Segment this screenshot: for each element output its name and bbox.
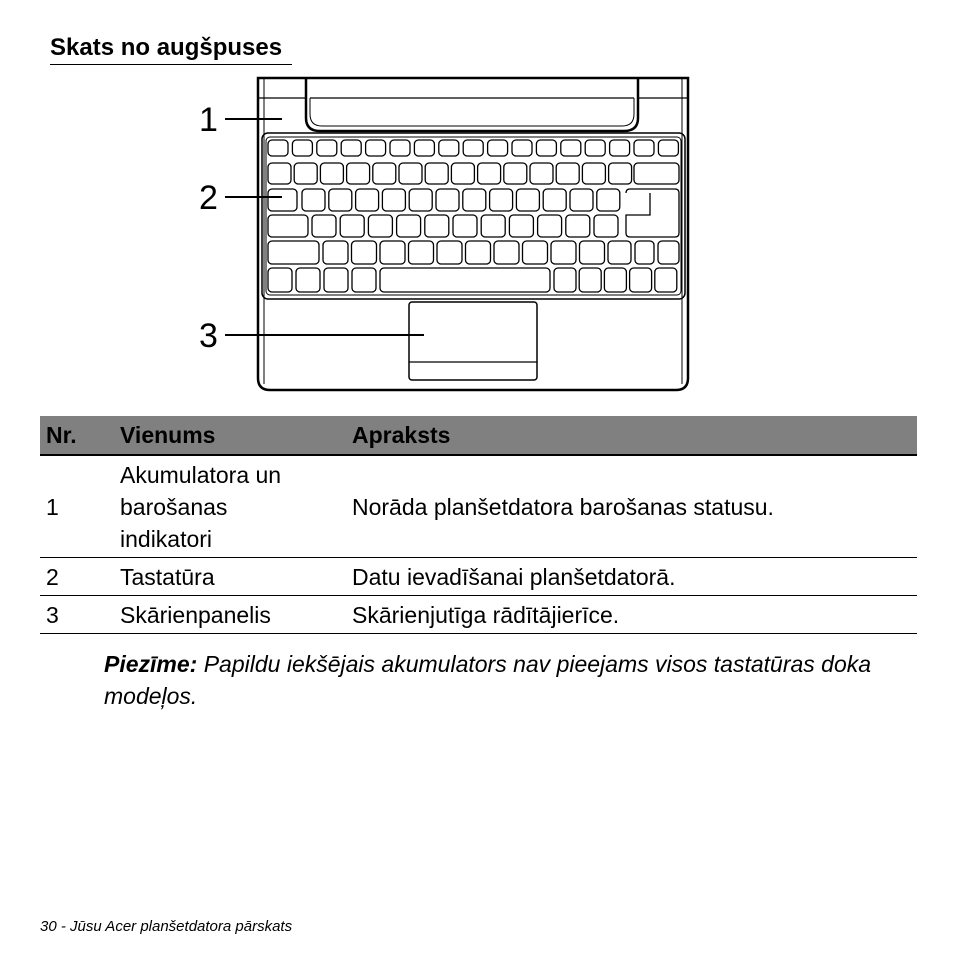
keyboard-key (390, 140, 410, 156)
callout-1-label: 1 (199, 101, 218, 139)
header-description: Apraksts (346, 416, 917, 455)
keyboard-key (580, 241, 605, 264)
touchpad (409, 302, 537, 380)
keyboard-key (352, 268, 376, 292)
keyboard-key (516, 189, 539, 211)
keyboard-key (397, 215, 421, 237)
keyboard-key (352, 241, 377, 264)
keyboard-key (494, 241, 519, 264)
row-item: Tastatūra (114, 558, 346, 596)
keyboard-key (409, 189, 432, 211)
keyboard-key (523, 241, 548, 264)
keyboard-key (490, 189, 513, 211)
row-item: Akumulatora un barošanas indikatori (114, 455, 346, 558)
keyboard-key (425, 163, 448, 184)
row-nr: 2 (40, 558, 114, 596)
keyboard-key (366, 140, 386, 156)
keyboard-key (504, 163, 527, 184)
keyboard-key (380, 241, 405, 264)
keyboard-key (463, 189, 486, 211)
keyboard-key (451, 163, 474, 184)
keyboard-key (566, 215, 590, 237)
keyboard-key (312, 215, 336, 237)
page-footer: 30 - Jūsu Acer planšetdatora pārskats (40, 918, 293, 935)
keyboard-key (268, 189, 297, 211)
keyboard-area (262, 133, 685, 299)
row-nr: 1 (40, 455, 114, 558)
row-item: Skārienpanelis (114, 596, 346, 634)
keyboard-key (439, 140, 459, 156)
keyboard-key (509, 215, 533, 237)
keyboard-dock-top-view-diagram (0, 0, 954, 400)
keyboard-key (579, 268, 601, 292)
keyboard-key (302, 189, 325, 211)
components-table (40, 416, 917, 634)
keyboard-key (530, 163, 553, 184)
enter-key (626, 189, 679, 237)
keyboard-key (536, 140, 556, 156)
keyboard-key (317, 140, 337, 156)
keyboard-key (561, 140, 581, 156)
note-paragraph (104, 648, 924, 712)
keyboard-key (347, 163, 370, 184)
row-description: Skārienjutīga rādītājierīce. (346, 596, 917, 634)
keyboard-key (329, 189, 352, 211)
keyboard-key (609, 163, 632, 184)
keyboard-key (320, 163, 343, 184)
row-description: Norāda planšetdatora barošanas statusu. (346, 455, 917, 558)
keyboard-key (635, 241, 654, 264)
table-header-row (40, 416, 917, 455)
dock-body-outline (258, 78, 688, 390)
keyboard-key (554, 268, 576, 292)
keyboard-key (414, 140, 434, 156)
keyboard-key (323, 241, 348, 264)
keyboard-key (594, 215, 618, 237)
keyboard-key (634, 140, 654, 156)
keyboard-key (380, 268, 550, 292)
keyboard-key (453, 215, 477, 237)
keyboard-key (478, 163, 501, 184)
keyboard-key (268, 140, 288, 156)
keyboard-key (268, 215, 308, 237)
keyboard-key (324, 268, 348, 292)
hinge-inner-curve (310, 98, 634, 126)
keyboard-key (610, 140, 630, 156)
table-row (40, 455, 917, 558)
keyboard-keys (268, 140, 679, 292)
keyboard-key (604, 268, 626, 292)
keyboard-key (268, 268, 292, 292)
keyboard-key (373, 163, 396, 184)
keyboard-key (630, 268, 652, 292)
keyboard-key (409, 241, 434, 264)
keyboard-key (268, 163, 291, 184)
keyboard-key (582, 163, 605, 184)
keyboard-key (368, 215, 392, 237)
keyboard-key (634, 163, 679, 184)
keyboard-key (399, 163, 422, 184)
keyboard-key (481, 215, 505, 237)
keyboard-key (585, 140, 605, 156)
table-row (40, 558, 917, 596)
keyboard-key (437, 241, 462, 264)
keyboard-key (294, 163, 317, 184)
note-text: Papildu iekšējais akumulators nav pieejams visos tastatūras doka modeļos. (104, 651, 872, 709)
keyboard-key (538, 215, 562, 237)
keyboard-key (556, 163, 579, 184)
keyboard-key (658, 140, 678, 156)
keyboard-key (466, 241, 491, 264)
row-description: Datu ievadīšanai planšetdatorā. (346, 558, 917, 596)
keyboard-key (296, 268, 320, 292)
keyboard-key (436, 189, 459, 211)
keyboard-key (341, 140, 361, 156)
keyboard-key (570, 189, 593, 211)
keyboard-key (382, 189, 405, 211)
callout-3-label: 3 (199, 317, 218, 355)
callout-2-label: 2 (199, 179, 218, 217)
header-item: Vienums (114, 416, 346, 455)
header-nr: Nr. (40, 416, 114, 455)
keyboard-key (543, 189, 566, 211)
keyboard-key (292, 140, 312, 156)
keyboard-key (340, 215, 364, 237)
keyboard-key (658, 241, 679, 264)
table-row (40, 596, 917, 634)
keyboard-key (268, 241, 319, 264)
row-nr: 3 (40, 596, 114, 634)
keyboard-key (356, 189, 379, 211)
keyboard-key (463, 140, 483, 156)
keyboard-key (425, 215, 449, 237)
keyboard-key (551, 241, 576, 264)
note-label: Piezīme: (104, 651, 198, 677)
keyboard-key (597, 189, 620, 211)
keyboard-key (488, 140, 508, 156)
keyboard-key (608, 241, 631, 264)
keyboard-key (512, 140, 532, 156)
hinge-outline (306, 78, 638, 131)
keyboard-key (655, 268, 677, 292)
section-heading: Skats no augšpuses (50, 33, 292, 65)
